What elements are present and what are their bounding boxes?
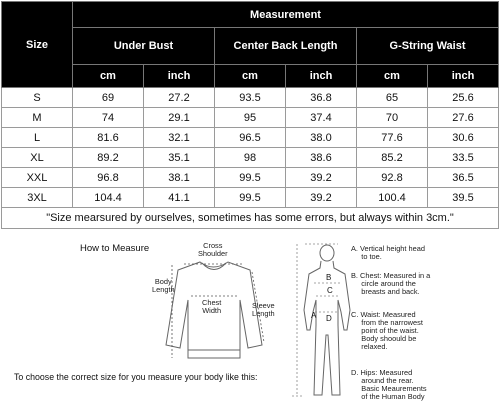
measurement-header: Measurement <box>73 2 499 28</box>
value-cell: 38.0 <box>286 128 357 148</box>
value-cell: 29.1 <box>144 108 215 128</box>
value-cell: 39.5 <box>428 188 499 208</box>
value-cell: 95 <box>215 108 286 128</box>
size-cell: XL <box>2 148 73 168</box>
value-cell: 36.8 <box>286 88 357 108</box>
value-cell: 99.5 <box>215 188 286 208</box>
choose-size-instruction: To choose the correct size for you measure your body like this: <box>14 372 258 382</box>
value-cell: 38.6 <box>286 148 357 168</box>
sleeve-length-label: Sleeve Length <box>252 301 275 318</box>
unit-header: cm <box>357 65 428 88</box>
marker-d: D <box>326 314 332 323</box>
unit-header: inch <box>144 65 215 88</box>
value-cell: 96.5 <box>215 128 286 148</box>
value-cell: 39.2 <box>286 188 357 208</box>
value-cell: 69 <box>73 88 144 108</box>
note-d: D. Hips: Measured around the rear. Basic Meaurements of the Human Body <box>351 368 427 401</box>
value-cell: 65 <box>357 88 428 108</box>
value-cell: 96.8 <box>73 168 144 188</box>
marker-b: B <box>326 273 332 282</box>
size-column-header: Size <box>2 2 73 88</box>
value-cell: 70 <box>357 108 428 128</box>
unit-header: cm <box>215 65 286 88</box>
value-cell: 27.6 <box>428 108 499 128</box>
size-cell: M <box>2 108 73 128</box>
value-cell: 74 <box>73 108 144 128</box>
unit-header: inch <box>428 65 499 88</box>
value-cell: 89.2 <box>73 148 144 168</box>
value-cell: 92.8 <box>357 168 428 188</box>
value-cell: 41.1 <box>144 188 215 208</box>
value-cell: 25.6 <box>428 88 499 108</box>
chest-width-label: Chest Width <box>202 298 222 315</box>
value-cell: 37.4 <box>286 108 357 128</box>
value-cell: 81.6 <box>73 128 144 148</box>
value-cell: 35.1 <box>144 148 215 168</box>
value-cell: 38.1 <box>144 168 215 188</box>
value-cell: 104.4 <box>73 188 144 208</box>
cross-shoulder-label: Cross Shoulder <box>198 241 228 258</box>
value-cell: 30.6 <box>428 128 499 148</box>
note-c: C. Waist: Measured from the narrowest point of the waist. Body shoould be relaxed. <box>351 310 423 351</box>
measurement-note: "Size mearsured by ourselves, sometimes has some errors, but always within 3cm." <box>2 208 499 229</box>
group-header-center-back-length: Center Back Length <box>215 28 357 65</box>
value-cell: 32.1 <box>144 128 215 148</box>
body-length-label: Body Length <box>152 277 175 294</box>
value-cell: 33.5 <box>428 148 499 168</box>
value-cell: 100.4 <box>357 188 428 208</box>
value-cell: 93.5 <box>215 88 286 108</box>
value-cell: 99.5 <box>215 168 286 188</box>
value-cell: 39.2 <box>286 168 357 188</box>
unit-header: cm <box>73 65 144 88</box>
value-cell: 98 <box>215 148 286 168</box>
note-a: A. Vertical height head to toe. <box>351 244 425 261</box>
value-cell: 77.6 <box>357 128 428 148</box>
marker-c: C <box>327 286 333 295</box>
value-cell: 36.5 <box>428 168 499 188</box>
value-cell: 85.2 <box>357 148 428 168</box>
size-cell: 3XL <box>2 188 73 208</box>
group-header-under-bust: Under Bust <box>73 28 215 65</box>
how-to-measure-title: How to Measure <box>80 243 150 254</box>
group-header-g-string-waist: G-String Waist <box>357 28 499 65</box>
note-b: B. Chest: Measured in a circle around the breasts and back. <box>351 271 431 296</box>
size-cell: L <box>2 128 73 148</box>
body-markers <box>311 273 333 323</box>
size-cell: XXL <box>2 168 73 188</box>
size-cell: S <box>2 88 73 108</box>
marker-a: A <box>311 311 317 320</box>
value-cell: 27.2 <box>144 88 215 108</box>
unit-header: inch <box>286 65 357 88</box>
